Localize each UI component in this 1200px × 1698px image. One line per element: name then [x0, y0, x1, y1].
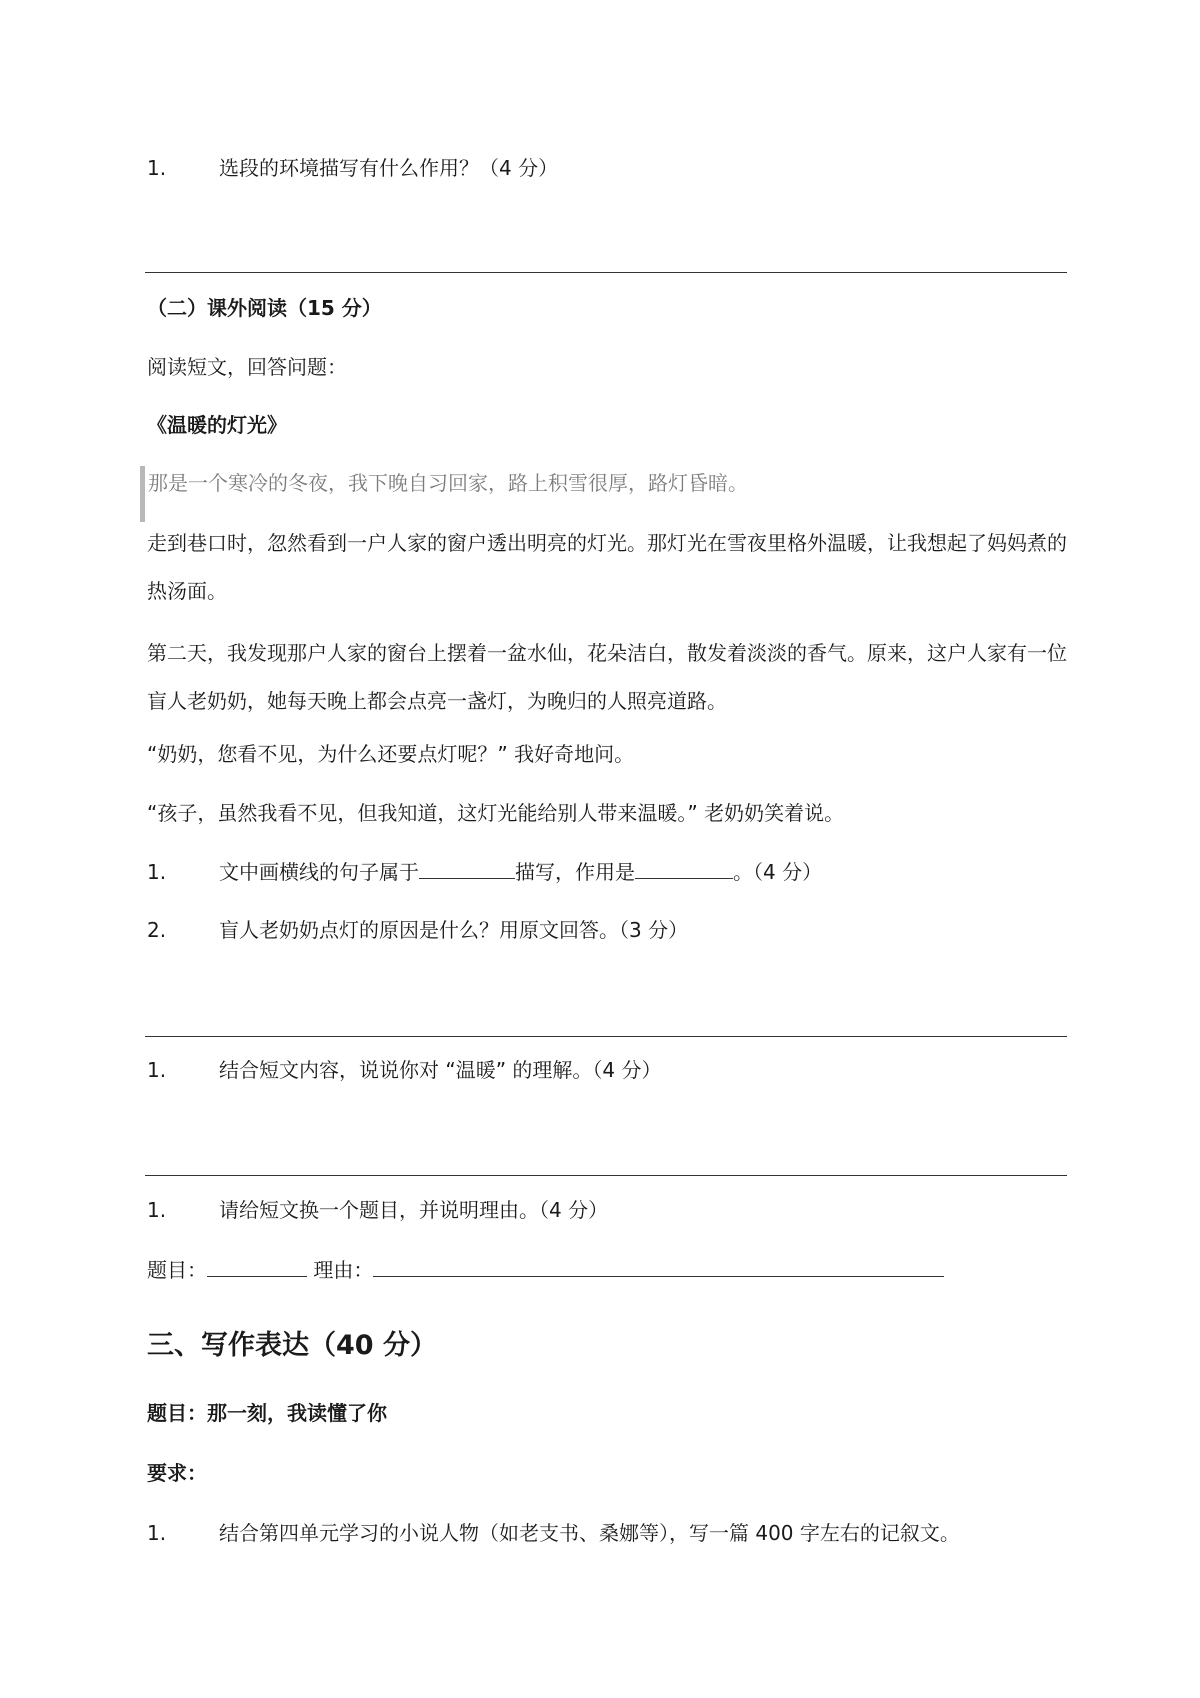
story-title: 《温暖的灯光》	[147, 413, 287, 437]
story-paragraph-4: “孩子，虽然我看不见，但我知道，这灯光能给别人带来温暖。” 老奶奶笑着说。	[147, 801, 845, 825]
story-quote	[140, 464, 1060, 524]
question-number: 2.	[147, 918, 167, 942]
fill-blank-2[interactable]	[635, 858, 733, 879]
section-title-extra-reading: （二）课外阅读（15 分）	[147, 296, 382, 320]
question-text: 选段的环境描写有什么作用？（4 分）	[219, 156, 559, 180]
question-number: 1.	[147, 860, 167, 884]
question-3	[147, 1057, 1065, 1083]
question-number: 1.	[147, 156, 167, 180]
reason-label: 理由：	[313, 1258, 374, 1282]
question-number: 1.	[147, 1058, 167, 1082]
title-label: 题目：	[147, 1258, 207, 1282]
answer-line	[145, 1175, 1067, 1176]
reason-blank[interactable]	[373, 1256, 944, 1277]
story-paragraph-3: “奶奶，您看不见，为什么还要点灯呢？” 我好奇地问。	[147, 742, 635, 766]
writing-topic: 题目：那一刻，我读懂了你	[147, 1401, 387, 1425]
story-paragraph-1: 走到巷口时，忽然看到一户人家的窗户透出明亮的灯光。那灯光在雪夜里格外温暖，让我想起了妈妈煮的热汤面。	[147, 531, 1067, 603]
writing-requirement-1	[147, 1520, 1065, 1546]
question-text-part2: 描写，作用是	[515, 860, 635, 884]
quote-bar	[140, 466, 145, 522]
requirement-text: 结合第四单元学习的小说人物（如老支书、桑娜等），写一篇 400 字左右的记叙文。	[219, 1521, 960, 1545]
quote-text: 那是一个寒冷的冬夜，我下晚自习回家，路上积雪很厚，路灯昏暗。	[148, 471, 748, 495]
requirement-number: 1.	[147, 1521, 167, 1545]
title-blank[interactable]	[207, 1256, 307, 1277]
story-paragraph-2: 第二天，我发现那户人家的窗台上摆着一盆水仙，花朵洁白，散发着淡淡的香气。原来，这户人家有一位盲人老奶奶，她每天晚上都会点亮一盏灯，为晚归的人照亮道路。	[147, 641, 1067, 713]
question-2	[147, 917, 1065, 943]
title-reason-answer	[147, 1256, 1065, 1283]
question-text: 请给短文换一个题目，并说明理由。（4 分）	[219, 1198, 609, 1222]
reading-instruction: 阅读短文，回答问题：	[147, 355, 347, 379]
question-4	[147, 1197, 1065, 1223]
question-text: 盲人老奶奶点灯的原因是什么？用原文回答。（3 分）	[219, 918, 689, 942]
question-text: 结合短文内容，说说你对 “温暖” 的理解。（4 分）	[219, 1058, 662, 1082]
question-text-part1: 文中画横线的句子属于	[219, 860, 419, 884]
question-environment	[147, 155, 1065, 181]
answer-line	[145, 1036, 1067, 1037]
question-text-part3: 。（4 分）	[733, 860, 823, 884]
writing-requirements-label: 要求：	[147, 1461, 207, 1485]
fill-blank-1[interactable]	[419, 858, 515, 879]
section-title-writing: 三、写作表达（40 分）	[147, 1330, 437, 1361]
question-1	[147, 858, 1065, 885]
question-number: 1.	[147, 1198, 167, 1222]
answer-line	[145, 272, 1067, 273]
